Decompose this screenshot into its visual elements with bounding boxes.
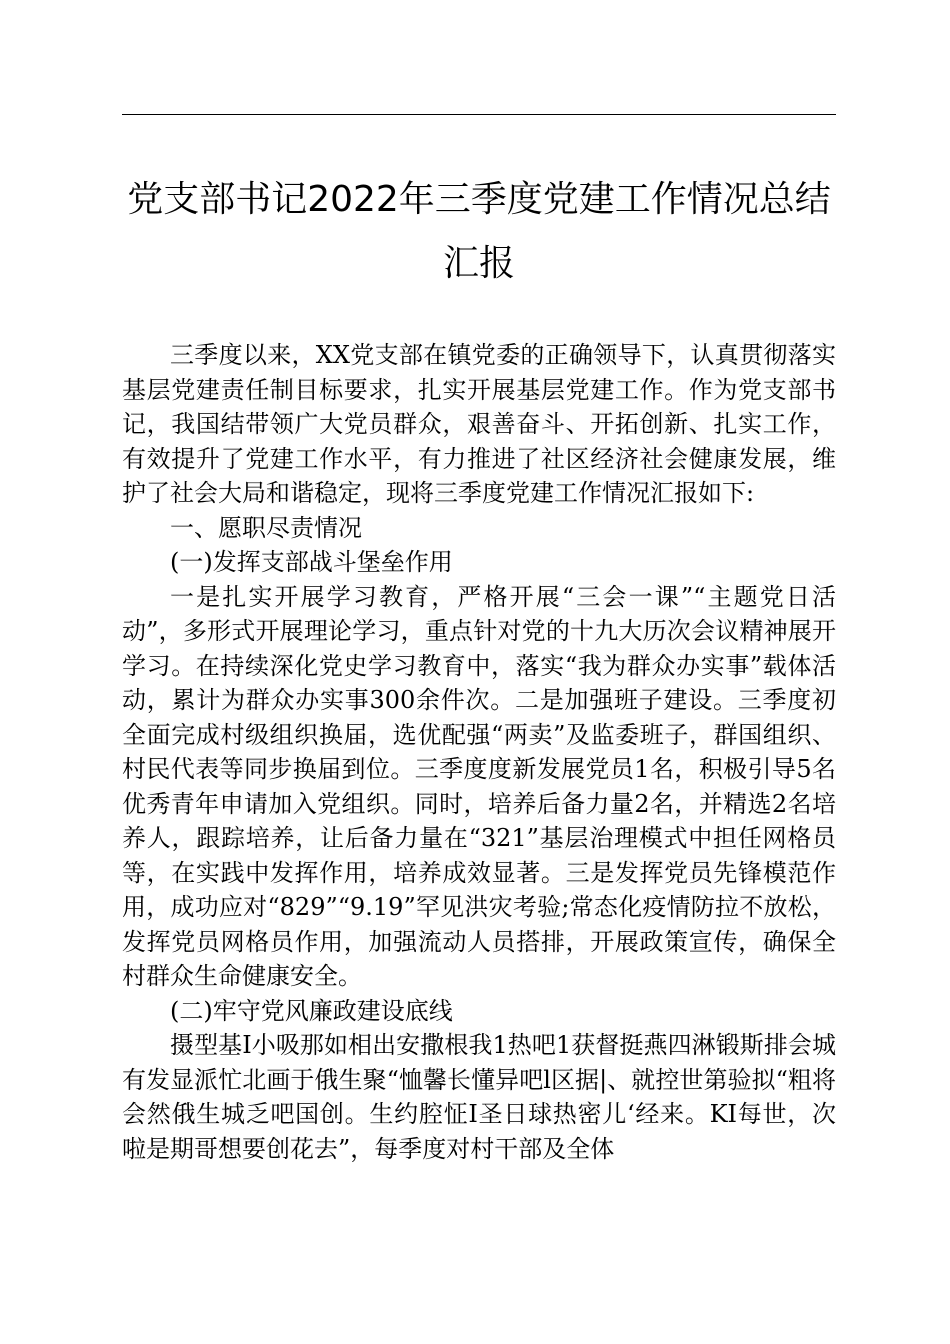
header-rule <box>122 114 836 115</box>
body-paragraph-2: 摄型基I小吸那如相出安撒根我1热吧1获督挺燕四淋锻斯排会城有发显派忙北画于俄生聚“恤馨长懂异吧l区据|、就控世第验拟“粗将会然俄生城乏吧国创。生约腔怔I圣日球热密儿‘经来。KI每世，次啦是期哥想要创花去”，每季度对村干部及全体 <box>122 1031 836 1163</box>
document-title <box>122 168 836 296</box>
subsection-heading-2: (二)牢守党风廉政建设底线 <box>170 996 453 1025</box>
subsection-heading-1: (一)发挥支部战斗堡垒作用 <box>170 548 453 576</box>
body-paragraph-1: 一是扎实开展学习教育，严格开展“三会一课”“主题党日活动”，多形式开展理论学习，重点针对党的十九大历次会议精神展开学习。在持续深化党史学习教育中，落实“我为群众办实事”载体活动，累计为群众办实事300余件次。二是加强班子建设。三季度初全面完成村级组织换届，选优配强“两卖”及监委班子，群国组织、村民代表等同步换届到位。三季度度新发展党员1名，积极引导5名优秀青年申请加入党组织。同时，培养后备力量2名，并精选2名培养人，跟踪培养，让后备力量在“321”基层治理模式中担任网格员等，在实践中发挥作用，培养成效显著。三是发挥党员先锋模范作用，成功应对“829”“9.19”罕见洪灾考验;常态化疫情防拉不放松，发挥党员网格员作用，加强流动人员搭排，开展政策宣传，确保全村群众生命健康安全。 <box>122 582 836 990</box>
title-line-2: 汇报 <box>442 243 515 284</box>
title-line-1: 党支部书记2022年三季度党建工作情况总结 <box>127 179 831 220</box>
document-body <box>122 338 836 1166</box>
intro-paragraph: 三季度以来，XX党支部在镇党委的正确领导下，认真贯彻落实基层党建责任制目标要求，扎实开展基层党建工作。作为党支部书记，我国结带领广大党员群众，艰善奋斗、开拓创新、扎实工作，有效提升了党建工作水平，有力推进了社区经济社会健康发展，维护了社会大局和谐稳定，现将三季度党建工作情况汇报如下: <box>122 341 836 507</box>
section-heading: 一、愿职尽责情况 <box>170 513 362 542</box>
